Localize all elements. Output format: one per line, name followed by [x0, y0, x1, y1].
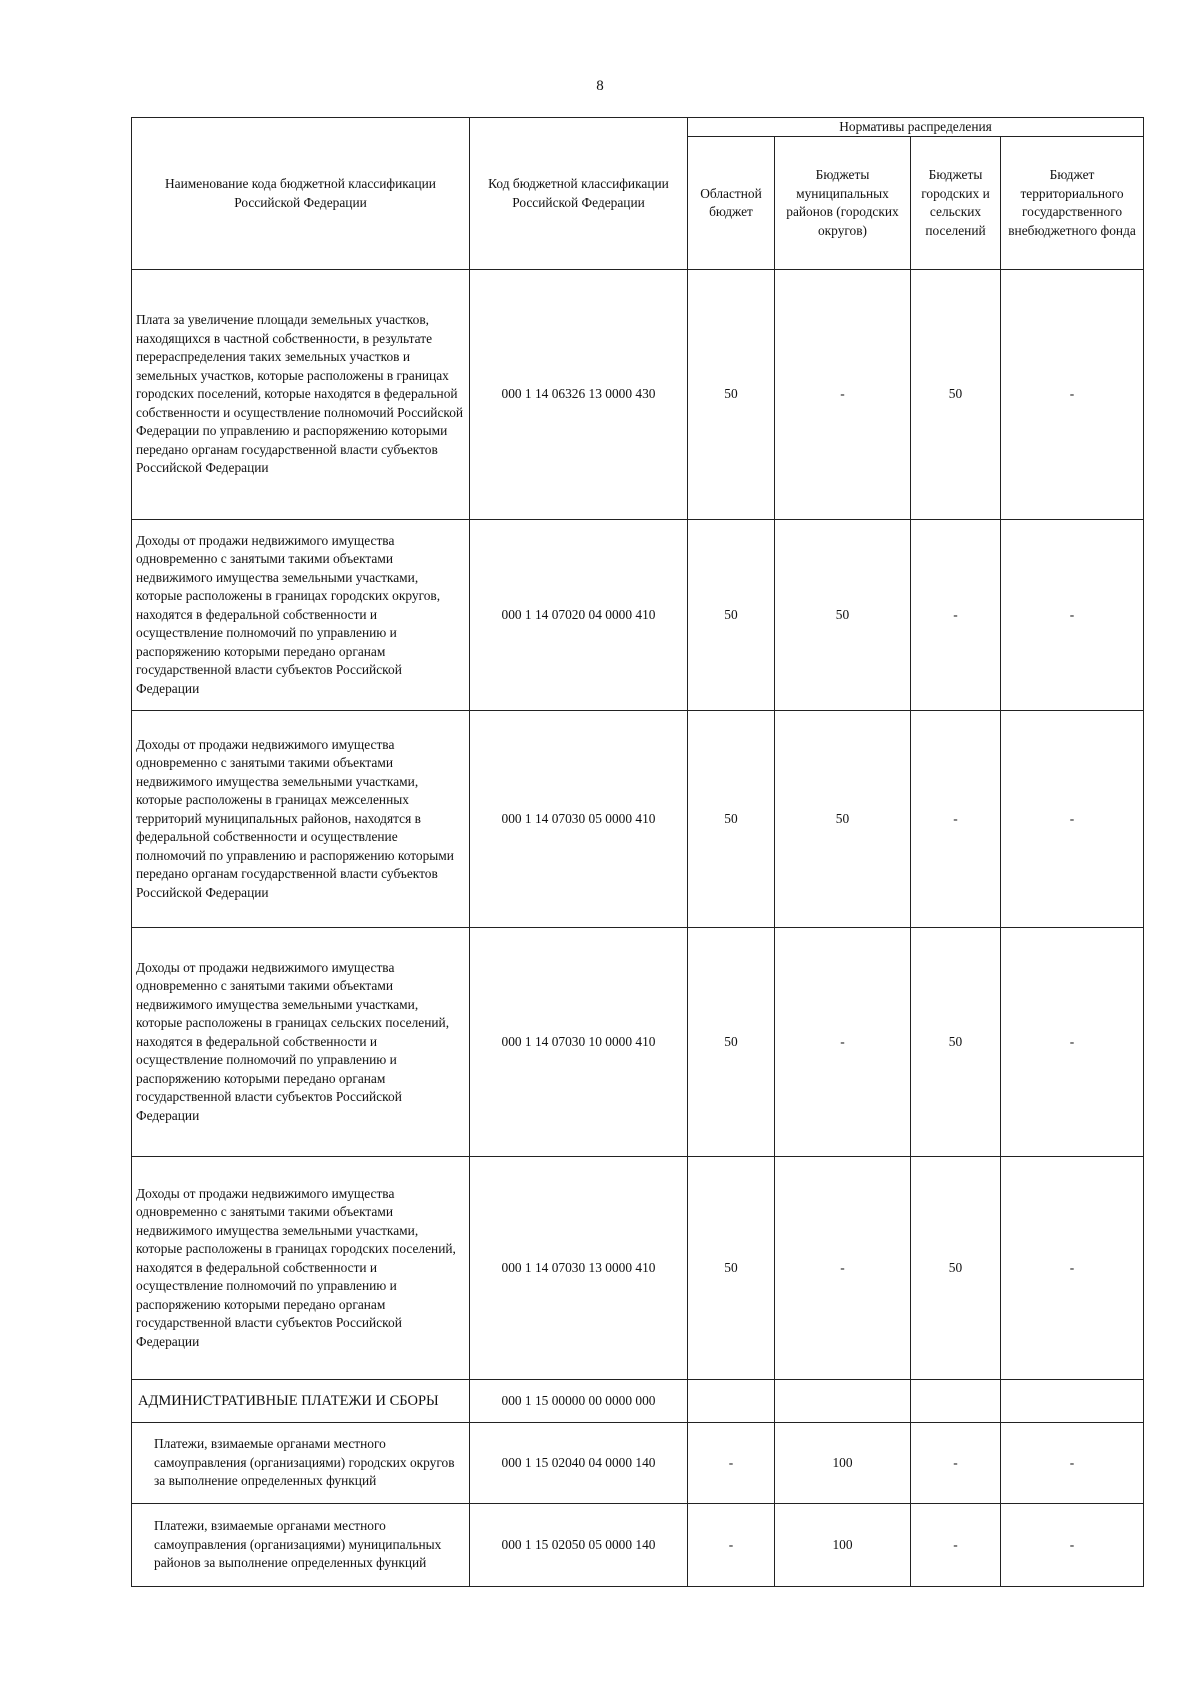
row-territorial-fund: -: [1001, 711, 1144, 928]
budget-classification-table: [131, 117, 1144, 1587]
table-row: [132, 270, 1144, 520]
table-row: [132, 520, 1144, 711]
row-territorial-fund: -: [1001, 1504, 1144, 1587]
row-regional: 50: [688, 1157, 775, 1380]
table-row: [132, 1157, 1144, 1380]
header-settlements: Бюджеты городских и сельских поселений: [911, 137, 1001, 270]
row-territorial-fund: -: [1001, 928, 1144, 1157]
page-number: 8: [596, 78, 604, 94]
table-row: [132, 1423, 1144, 1504]
row-settlements: -: [911, 1423, 1001, 1504]
table-row: [132, 711, 1144, 928]
row-regional: 50: [688, 928, 775, 1157]
row-territorial-fund: -: [1001, 520, 1144, 711]
row-name: Платежи, взимаемые органами местного самоуправления (организациями) муниципальных районов за выполнение определенных функций: [132, 1504, 470, 1587]
row-code: 000 1 14 07030 05 0000 410: [470, 711, 688, 928]
row-settlements: 50: [911, 1157, 1001, 1380]
table-row-section: [132, 1380, 1144, 1423]
header-name: Наименование кода бюджетной классификации Российской Федерации: [132, 118, 470, 270]
row-code: 000 1 14 07030 10 0000 410: [470, 928, 688, 1157]
row-settlements: [911, 1380, 1001, 1423]
row-code: 000 1 15 02040 04 0000 140: [470, 1423, 688, 1504]
section-heading: АДМИНИСТРАТИВНЫЕ ПЛАТЕЖИ И СБОРЫ: [132, 1380, 470, 1423]
row-name: Платежи, взимаемые органами местного самоуправления (организациями) городских округов за выполнение определенных функций: [132, 1423, 470, 1504]
row-territorial-fund: -: [1001, 1423, 1144, 1504]
row-territorial-fund: -: [1001, 1157, 1144, 1380]
row-regional: -: [688, 1423, 775, 1504]
row-municipal-districts: 50: [775, 711, 911, 928]
row-regional: 50: [688, 520, 775, 711]
row-regional: 50: [688, 711, 775, 928]
row-regional: 50: [688, 270, 775, 520]
row-municipal-districts: -: [775, 928, 911, 1157]
row-municipal-districts: 100: [775, 1423, 911, 1504]
row-name: Доходы от продажи недвижимого имущества одновременно с занятыми такими объектами недвижимого имущества земельными участками, которые расположены в границах сельских поселений, находятся в федеральной собственности и осуществление полномочий по управлению и распоряжению которыми передано органам государственной власти субъектов Российской Федерации: [132, 928, 470, 1157]
row-name: Плата за увеличение площади земельных участков, находящихся в частной собственности, в результате перераспределения таких земельных участков и земельных участков, которые расположены в границах городских поселений, которые находятся в федеральной собственности и осуществление полномочий Российской Федерации по управлению и распоряжению которыми передано органам государственной власти субъектов Российской Федерации: [132, 270, 470, 520]
row-territorial-fund: [1001, 1380, 1144, 1423]
header-territorial-fund: Бюджет территориального государственного внебюджетного фонда: [1001, 137, 1144, 270]
row-code: 000 1 15 02050 05 0000 140: [470, 1504, 688, 1587]
row-municipal-districts: 100: [775, 1504, 911, 1587]
row-name: Доходы от продажи недвижимого имущества одновременно с занятыми такими объектами недвижимого имущества земельными участками, которые расположены в границах городских поселений, находятся в федеральной собственности и осуществление полномочий по управлению и распоряжению которыми передано органам государственной власти субъектов Российской Федерации: [132, 1157, 470, 1380]
row-code: 000 1 15 00000 00 0000 000: [470, 1380, 688, 1423]
row-settlements: 50: [911, 270, 1001, 520]
row-code: 000 1 14 07030 13 0000 410: [470, 1157, 688, 1380]
row-code: 000 1 14 06326 13 0000 430: [470, 270, 688, 520]
row-name: Доходы от продажи недвижимого имущества одновременно с занятыми такими объектами недвижимого имущества земельными участками, которые расположены в границах городских округов, находятся в федеральной собственности и осуществление полномочий по управлению и распоряжению которыми передано органам государственной власти субъектов Российской Федерации: [132, 520, 470, 711]
row-municipal-districts: [775, 1380, 911, 1423]
row-municipal-districts: -: [775, 1157, 911, 1380]
header-code: Код бюджетной классификации Российской Федерации: [470, 118, 688, 270]
row-municipal-districts: -: [775, 270, 911, 520]
row-regional: [688, 1380, 775, 1423]
row-territorial-fund: -: [1001, 270, 1144, 520]
header-distribution-norms: Нормативы распределения: [688, 118, 1144, 137]
table-row: [132, 928, 1144, 1157]
header-regional-budget: Областной бюджет: [688, 137, 775, 270]
row-settlements: 50: [911, 928, 1001, 1157]
row-municipal-districts: 50: [775, 520, 911, 711]
row-regional: -: [688, 1504, 775, 1587]
row-name: Доходы от продажи недвижимого имущества одновременно с занятыми такими объектами недвижимого имущества земельными участками, которые расположены в границах межселенных территорий муниципальных районов, находятся в федеральной собственности и осуществление полномочий по управлению и распоряжению которыми передано органам государственной власти субъектов Российской Федерации: [132, 711, 470, 928]
row-code: 000 1 14 07020 04 0000 410: [470, 520, 688, 711]
header-municipal-districts: Бюджеты муниципальных районов (городских округов): [775, 137, 911, 270]
row-settlements: -: [911, 520, 1001, 711]
table-row: [132, 1504, 1144, 1587]
row-settlements: -: [911, 711, 1001, 928]
row-settlements: -: [911, 1504, 1001, 1587]
